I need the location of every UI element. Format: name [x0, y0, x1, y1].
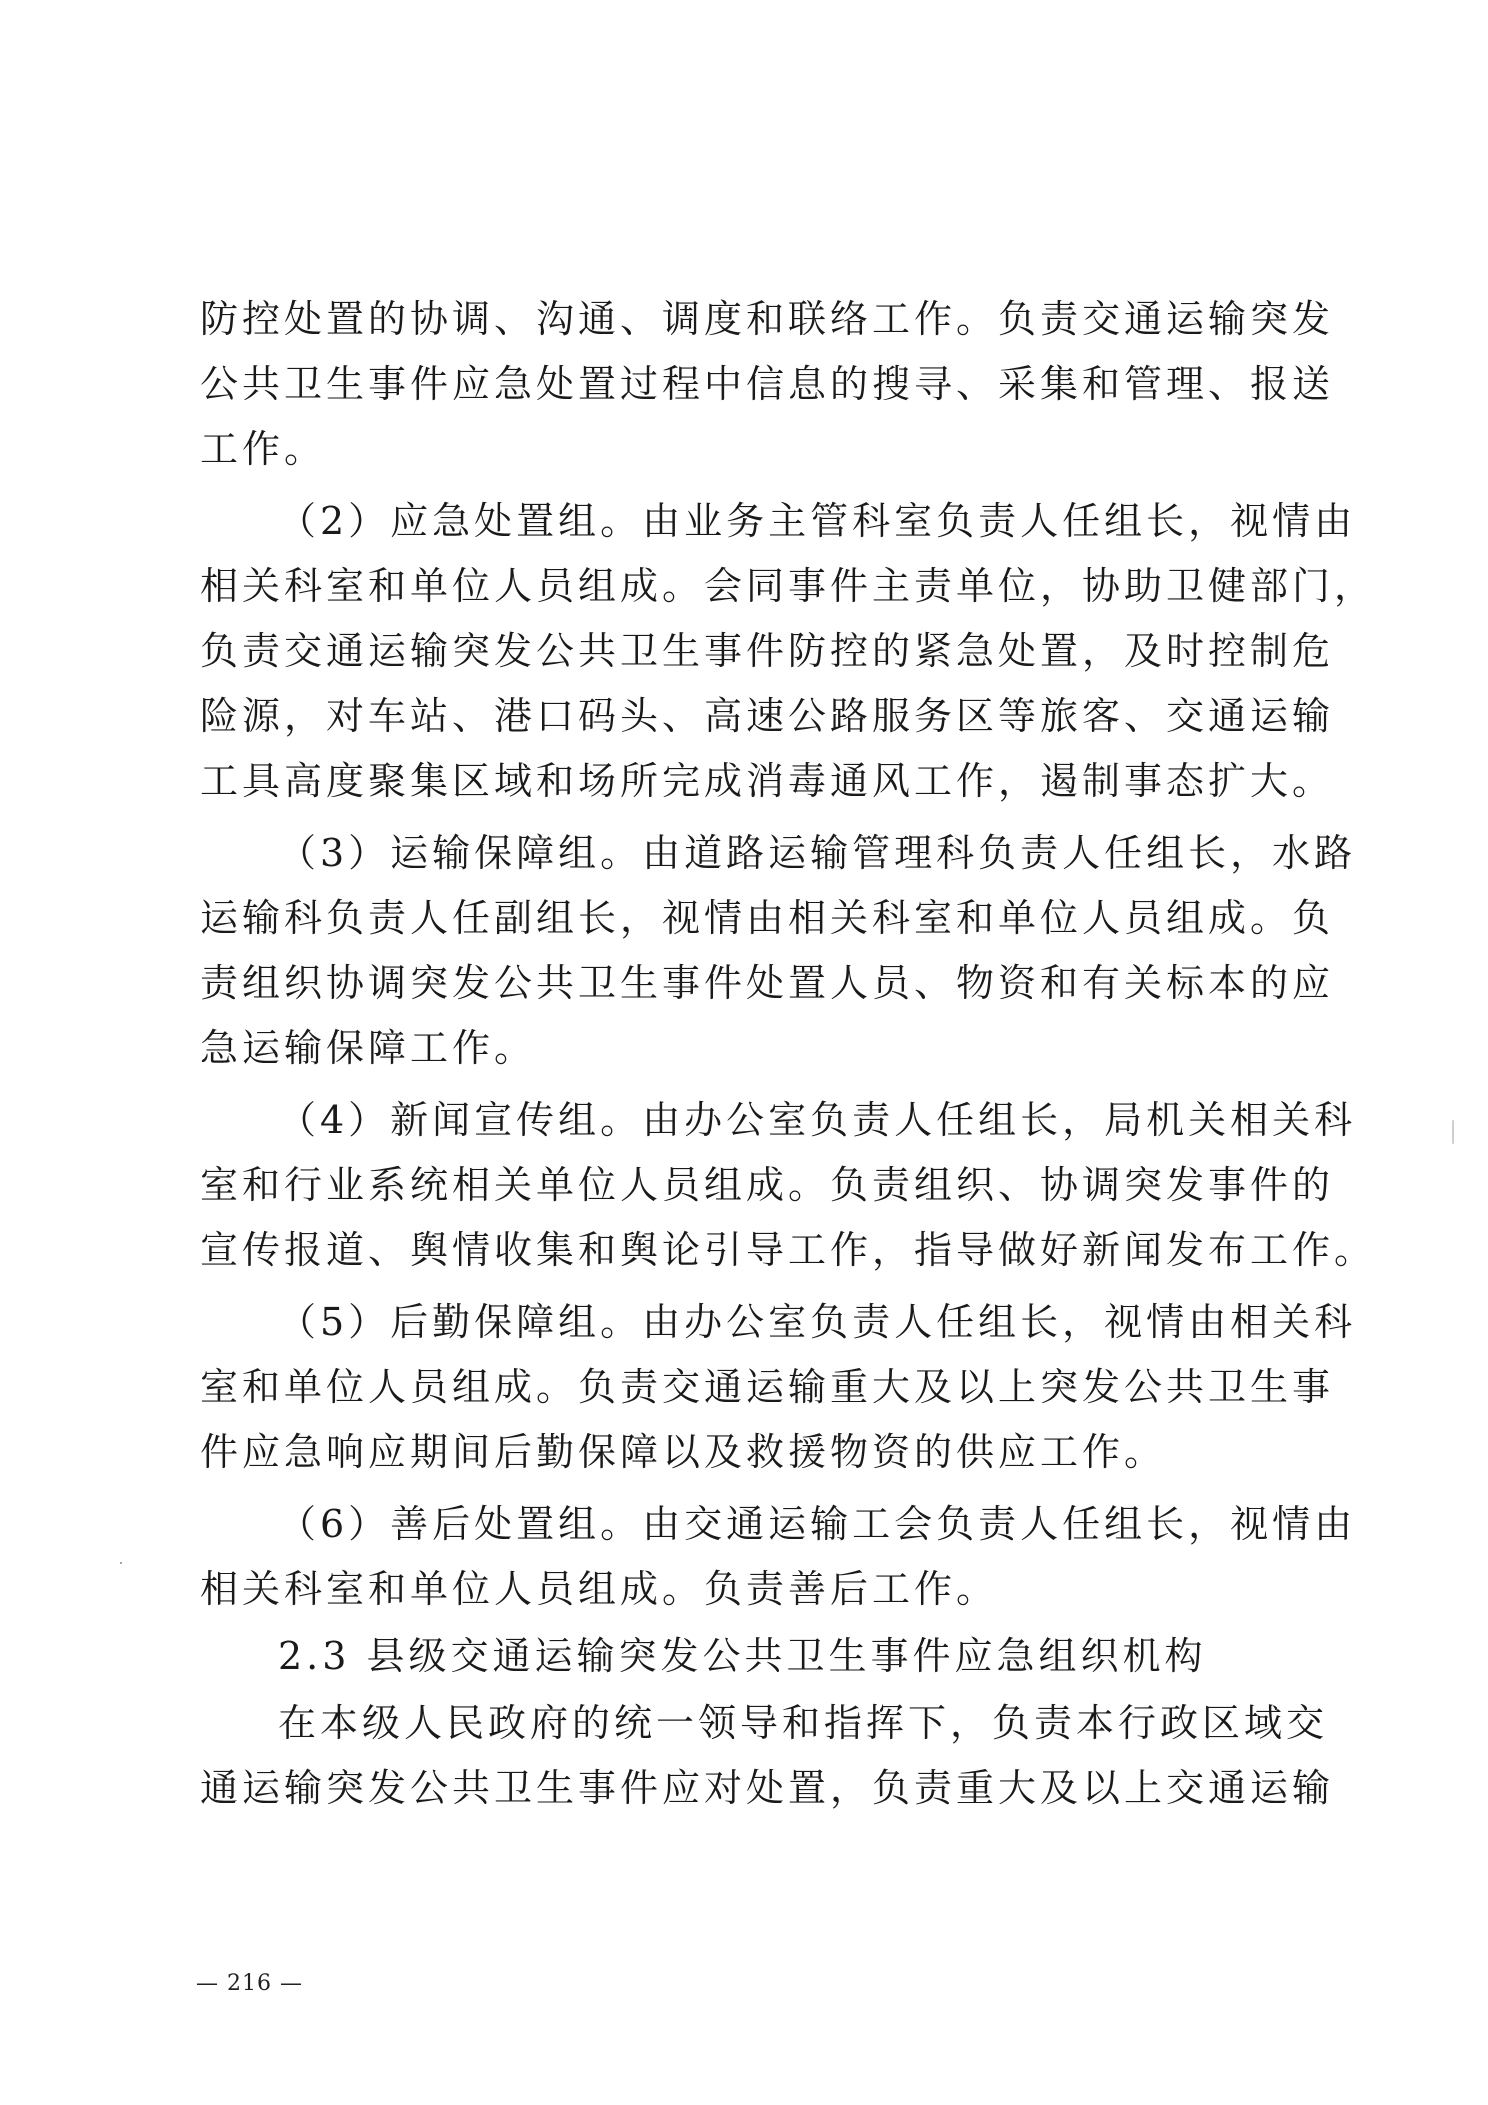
paragraph-heading-line: （2）应急处置组。由业务主管科室负责人任组长，视情由: [278, 499, 1357, 543]
text-line: 险源，对车站、港口码头、高速公路服务区等旅客、交通运输: [200, 694, 1335, 738]
text-line: 在本级人民政府的统一领导和指挥下，负责本行政区域交: [278, 1701, 1329, 1745]
section-heading: 2.3 县级交通运输突发公共卫生事件应急组织机构: [278, 1634, 1207, 1678]
text-line: 负责交通运输突发公共卫生事件防控的紧急处置，及时控制危: [200, 629, 1335, 673]
paragraph-heading-line: （4）新闻宣传组。由办公室负责人任组长，局机关相关科: [278, 1098, 1357, 1142]
scan-edge-mark: [1452, 1120, 1454, 1144]
text-line: 相关科室和单位人员组成。会同事件主责单位，协助卫健部门，: [200, 564, 1377, 608]
paragraph-heading-line: （3）运输保障组。由道路运输管理科负责人任组长，水路: [278, 831, 1357, 875]
paragraph-heading-line: （5）后勤保障组。由办公室负责人任组长，视情由相关科: [278, 1300, 1357, 1344]
text-line: 工具高度聚集区域和场所完成消毒通风工作，遏制事态扩大。: [200, 759, 1335, 803]
text-line: 防控处置的协调、沟通、调度和联络工作。负责交通运输突发: [200, 297, 1335, 341]
text-line: 件应急响应期间后勤保障以及救援物资的供应工作。: [200, 1430, 1167, 1474]
text-line: 责组织协调突发公共卫生事件处置人员、物资和有关标本的应: [200, 961, 1335, 1005]
text-line: 工作。: [200, 427, 327, 471]
text-line: 通运输突发公共卫生事件应对处置，负责重大及以上交通运输: [200, 1766, 1335, 1810]
text-line: 公共卫生事件应急处置过程中信息的搜寻、采集和管理、报送: [200, 362, 1335, 406]
text-line: 宣传报道、舆情收集和舆论引导工作，指导做好新闻发布工作。: [200, 1228, 1377, 1272]
text-line: 急运输保障工作。: [200, 1026, 537, 1070]
text-line: 相关科室和单位人员组成。负责善后工作。: [200, 1567, 999, 1611]
text-line: 室和行业系统相关单位人员组成。负责组织、协调突发事件的: [200, 1163, 1335, 1207]
scan-speck: [120, 1562, 122, 1564]
page-number: — 216 —: [196, 1971, 303, 1996]
paragraph-heading-line: （6）善后处置组。由交通运输工会负责人任组长，视情由: [278, 1502, 1357, 1546]
text-line: 运输科负责人任副组长，视情由相关科室和单位人员组成。负: [200, 896, 1335, 940]
text-line: 室和单位人员组成。负责交通运输重大及以上突发公共卫生事: [200, 1365, 1335, 1409]
